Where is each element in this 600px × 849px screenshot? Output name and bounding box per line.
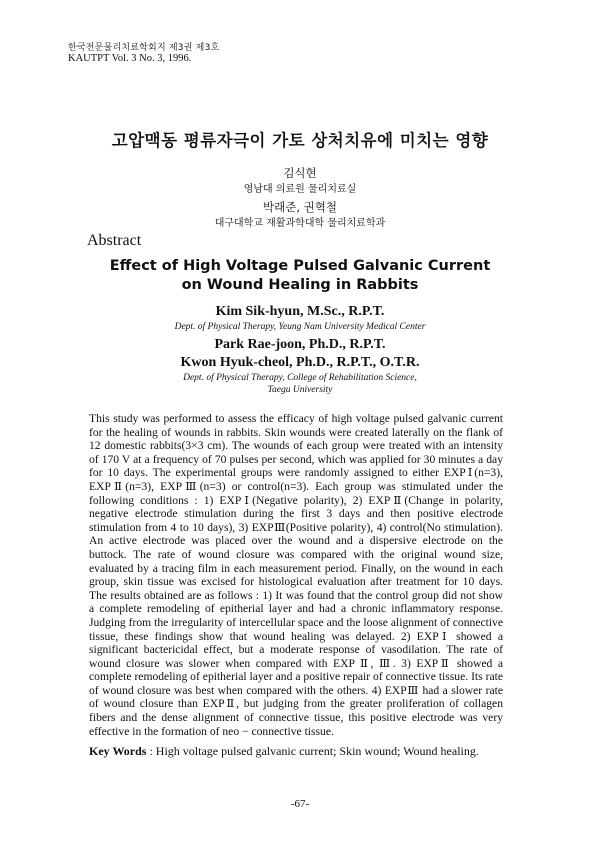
korean-affiliation-2: 대구대학교 재활과학대학 물리치료학과 <box>214 218 386 229</box>
key-words <box>89 744 519 759</box>
abstract-body <box>89 412 503 738</box>
english-author-3: Kwon Hyuk-cheol, Ph.D., R.P.T., O.T.R. <box>180 355 420 370</box>
korean-authors-2: 박래준, 권혁철 <box>263 200 337 214</box>
key-words-text: : High voltage pulsed galvanic current; Skin wound; Wound healing. <box>146 744 479 758</box>
english-affiliation-1: Dept. of Physical Therapy, Yeung Nam University Medical Center <box>174 322 426 332</box>
korean-title: 고압맥동 평류자극이 가토 상처치유에 미치는 영향 <box>111 131 489 150</box>
abstract-paragraph: This study was performed to assess the efficacy of high voltage pulsed galvanic current for the healing of wounds in rabbits. Skin wounds were created laterally on the flank of 12 domestic rabbits(3×3 cm). The wounds of each group were treated with an intensity of 170 V at a frequency of 70 pulses per second, which was applied for 30 minutes a day for 10 days. The experimental groups were randomly assigned to either EXPⅠ(n=3), EXPⅡ(n=3), EXPⅢ(n=3) or control(n=3). Each group was stimulated under the following conditions : 1) EXPⅠ(Negative polarity), 2) EXPⅡ(Change in polarity, negative electrode stimulation during the first 3 days and then positive electrode stimulation from 4 to 10 days), 3) EXPⅢ(Positive polarity), 4) control(No stimulation). An active electrode was placed over the wound and a dispersive electrode on the buttock. The rate of wound closure was compared with the original wound size, evaluated by a tracing film in each measurement period. Finally, on the wound in each group, skin tissue was excised for histological evaluation after treatment for 10 days. The results obtained are as follows : 1) It was found that the control group did not show a complete remodeling of epitherial layer and had a chronic inflammatory response. Judging from the irregularity of intercellular space and the loose alignment of connective tissue, these findings show that wound healing was delayed. 2) EXPⅠ showed a significant bactericidal effect, but a moderate response of vasodilation. The rate of wound closure was slower when compared with EXP Ⅱ, Ⅲ. 3) EXPⅡ showed a complete remodeling of epitherial layer and a positive repair of connective tissue. Its rate of wound closure was best when compared with the others. 4) EXPⅢ had a slower rate of wound closure than EXPⅡ, but judging from the greater proliferation of collagen fibers and the dense alignment of connective tissue, this positive electrode was very effective in the formation of neo − connective tissue. <box>89 412 503 738</box>
english-affiliation-2: Dept. of Physical Therapy, College of Rehabilitation Science, <box>183 373 417 383</box>
korean-affiliation-1: 영남대 의료원 물리치료실 <box>243 184 357 195</box>
english-title-line-2: on Wound Healing in Rabbits <box>181 277 419 293</box>
abstract-heading: Abstract <box>87 232 142 249</box>
english-affiliation-2-line-2: Taegu University <box>267 385 333 395</box>
english-title-line-1: Effect of High Voltage Pulsed Galvanic Current <box>109 258 491 274</box>
journal-name-korean: 한국전문물리치료학회지 제3권 제3호 <box>68 43 220 53</box>
page-number: -67- <box>290 798 310 810</box>
journal-citation: KAUTPT Vol. 3 No. 3, 1996. <box>68 53 192 64</box>
english-author-2: Park Rae-joon, Ph.D., R.P.T. <box>214 337 386 352</box>
korean-author-1: 김식현 <box>283 166 317 180</box>
english-author-1: Kim Sik-hyun, M.Sc., R.P.T. <box>215 304 385 319</box>
key-words-label: Key Words <box>89 744 147 758</box>
